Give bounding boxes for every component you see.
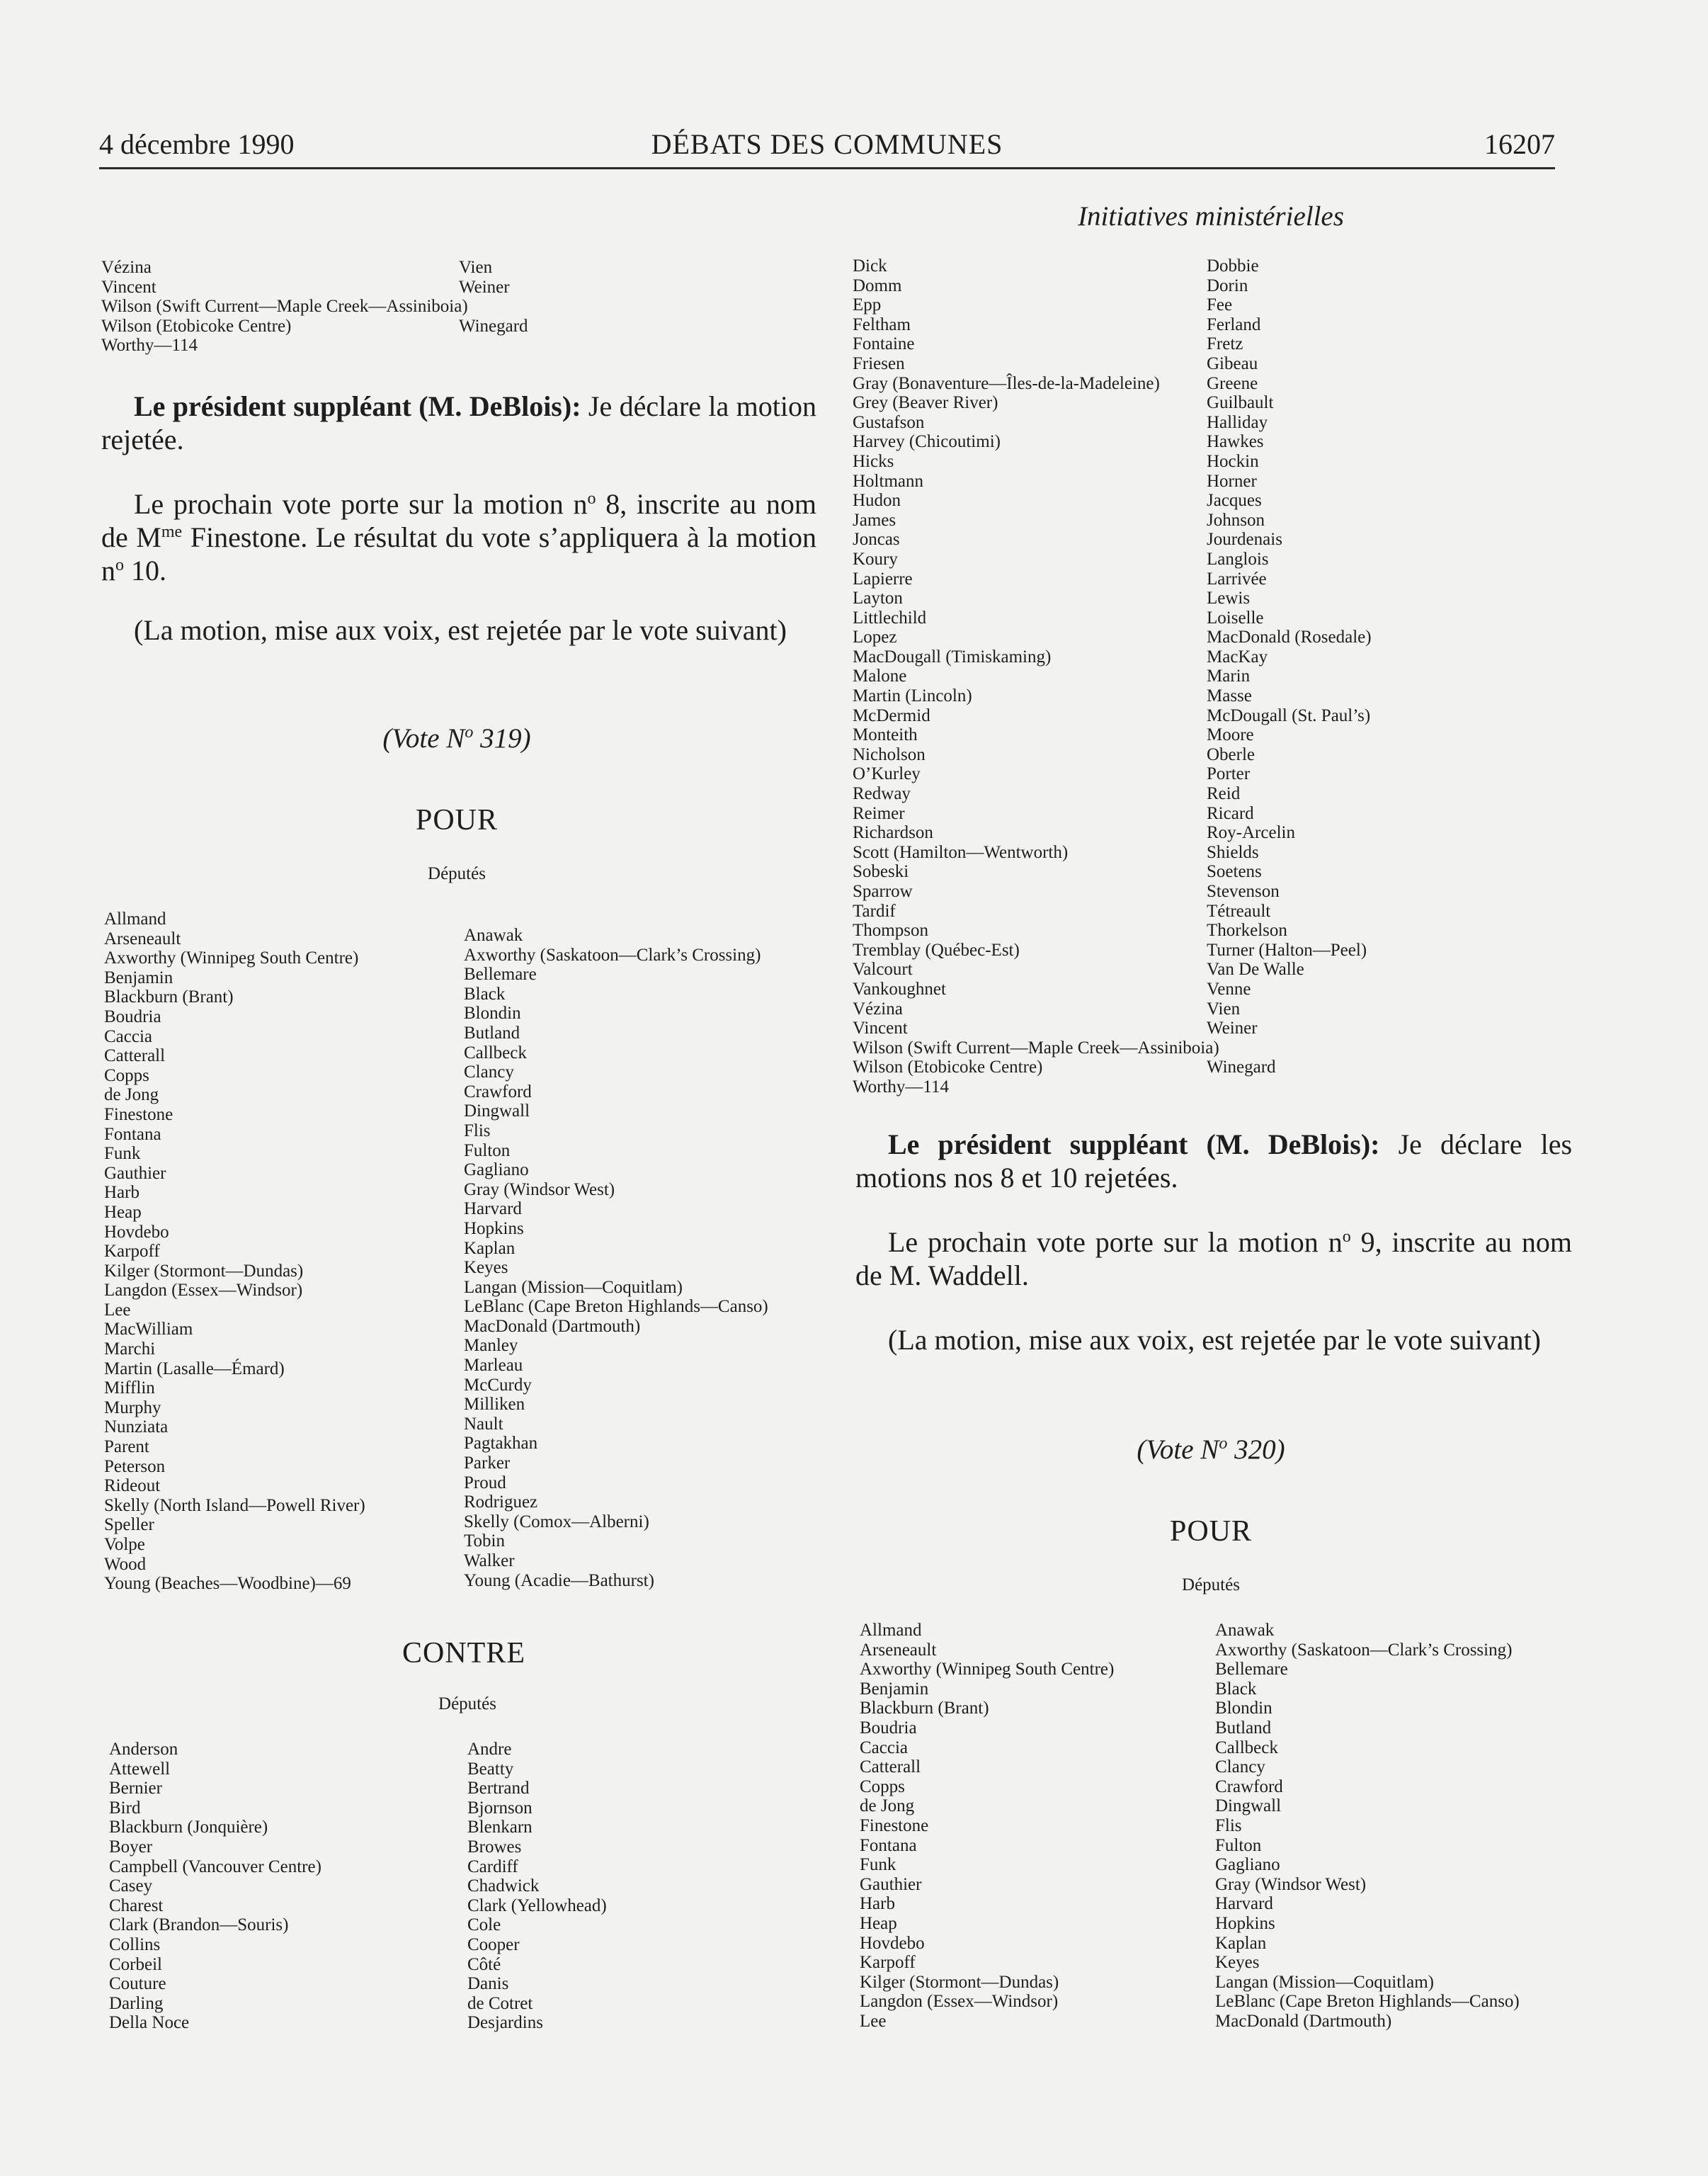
list-item: Keyes — [464, 1258, 508, 1278]
list-item: Tardif — [853, 901, 896, 921]
right-paragraph-speaker — [855, 1128, 1572, 1194]
list-item: Tétreault — [1207, 901, 1271, 921]
list-item: Halliday — [1207, 412, 1268, 432]
text-part: (Vote N — [382, 723, 465, 754]
list-item: Corbeil — [109, 1954, 162, 1974]
right-list-col1 — [853, 256, 1219, 1097]
list-item: MacDonald (Dartmouth) — [464, 1316, 641, 1336]
list-item: Proud — [464, 1473, 506, 1492]
list-item: McDougall (St. Paul’s) — [1207, 706, 1371, 725]
list-item: Grey (Beaver River) — [853, 393, 998, 413]
list-item: Hicks — [853, 451, 894, 471]
list-item: Ferland — [1207, 314, 1261, 334]
superscript: o — [1342, 1228, 1351, 1246]
list-item: Rodriguez — [464, 1492, 538, 1512]
speaker-name: Le président suppléant (M. DeBlois): — [888, 1128, 1380, 1160]
list-item: Volpe — [104, 1535, 145, 1554]
list-item: Langlois — [1207, 549, 1269, 569]
list-item: Worthy—114 — [101, 336, 198, 356]
list-item: Gauthier — [104, 1163, 166, 1183]
list-item: Bjornson — [467, 1798, 533, 1818]
list-item: Vincent — [853, 1019, 908, 1038]
list-item — [1207, 1038, 1372, 1058]
list-item: Dick — [853, 256, 887, 276]
list-item: Beatty — [467, 1759, 514, 1779]
right-list-col2 — [1207, 256, 1372, 1097]
list-item — [459, 297, 528, 317]
list-item: Dingwall — [1215, 1796, 1282, 1816]
list-item: Tremblay (Québec-Est) — [853, 940, 1020, 960]
superscript: o — [465, 723, 474, 742]
list-item: Vézina — [853, 999, 903, 1019]
list-item: Boyer — [109, 1837, 153, 1857]
right-paragraph-motion-result — [855, 1323, 1572, 1356]
list-item: Weiner — [459, 277, 510, 297]
list-item: Gray (Bonaventure—Îles-de-la-Madeleine) — [853, 373, 1160, 393]
list-item: Oberle — [1207, 744, 1256, 764]
list-item: Gagliano — [1215, 1855, 1280, 1875]
list-item: Epp — [853, 295, 882, 315]
list-item: Funk — [104, 1144, 141, 1164]
list-item: Mifflin — [104, 1378, 155, 1398]
list-item: Soetens — [1207, 862, 1262, 882]
section-label: Initiatives ministérielles — [1078, 201, 1344, 232]
list-item: Browes — [467, 1837, 522, 1857]
list-item: Hawkes — [1207, 432, 1264, 452]
list-item: Gray (Windsor West) — [1215, 1874, 1367, 1894]
list-item: Blackburn (Jonquière) — [109, 1818, 268, 1837]
list-item: Jacques — [1207, 491, 1262, 511]
list-item: Koury — [853, 549, 898, 569]
list-item: Marin — [1207, 667, 1251, 686]
list-item: Clark (Brandon—Souris) — [109, 1915, 289, 1935]
left-contre-list-col2 — [467, 1740, 607, 2033]
list-item: Desjardins — [467, 2013, 543, 2033]
text-part: 10. — [124, 555, 166, 586]
text-part: 319) — [473, 723, 531, 754]
list-item: Andre — [467, 1740, 512, 1759]
list-item: Flis — [1215, 1815, 1242, 1835]
list-item: Axworthy (Saskatoon—Clark’s Crossing) — [1215, 1640, 1513, 1660]
right-vote-number — [850, 1434, 1572, 1466]
list-item: Black — [464, 984, 506, 1004]
list-item: Peterson — [104, 1456, 166, 1476]
list-item: Catterall — [104, 1046, 166, 1066]
list-item: Butland — [464, 1023, 520, 1043]
list-item: Blondin — [1215, 1699, 1273, 1718]
list-item: Clancy — [464, 1062, 514, 1082]
list-item: Vien — [459, 258, 493, 277]
list-item: Callbeck — [1215, 1738, 1278, 1757]
speaker-text: Je déclare les motions nos 8 et 10 rejetées. — [855, 1128, 1573, 1194]
list-item: Redway — [853, 784, 911, 804]
list-item: Wilson (Etobicoke Centre) — [853, 1058, 1043, 1077]
list-item: Butland — [1215, 1718, 1272, 1738]
right-pour-deputes: Députés — [1182, 1575, 1240, 1594]
list-item: McCurdy — [464, 1375, 532, 1395]
list-item: Sobeski — [853, 862, 909, 882]
list-item: Jourdenais — [1207, 530, 1282, 550]
list-item: Fontana — [860, 1835, 917, 1855]
list-item: Dingwall — [464, 1101, 530, 1121]
list-item: Crawford — [1215, 1776, 1283, 1796]
list-item: O’Kurley — [853, 764, 921, 784]
list-item: Van De Walle — [1207, 960, 1304, 980]
left-pour-list-col1 — [104, 910, 365, 1594]
list-item: Reid — [1207, 784, 1241, 804]
list-item: Roy-Arcelin — [1207, 823, 1295, 843]
list-item: Richardson — [853, 823, 933, 843]
text-part: Finestone. Le résultat du vote s’appliquera à la motion n — [101, 521, 816, 586]
list-item: Feltham — [853, 314, 911, 334]
list-item: Charest — [109, 1896, 164, 1915]
list-item: Collins — [109, 1934, 161, 1954]
list-item: Harvard — [464, 1199, 522, 1219]
list-item: Parker — [464, 1454, 511, 1473]
list-item: Pagtakhan — [464, 1434, 538, 1454]
list-item: Young (Acadie—Bathurst) — [464, 1570, 654, 1590]
list-item: Moore — [1207, 725, 1254, 745]
list-item: Copps — [104, 1065, 149, 1085]
list-item: Arseneault — [104, 929, 181, 948]
list-item: Sparrow — [853, 882, 913, 901]
list-item: Lee — [104, 1300, 131, 1320]
list-item: Milliken — [464, 1395, 525, 1415]
list-item: Nicholson — [853, 744, 926, 764]
list-item: Cooper — [467, 1934, 520, 1954]
speaker-text: Je déclare la motion rejetée. — [101, 390, 816, 455]
list-item: Benjamin — [860, 1679, 929, 1699]
list-item: Ricard — [1207, 803, 1254, 823]
list-item: Bernier — [109, 1779, 162, 1798]
list-item: Attewell — [109, 1759, 171, 1779]
list-item: Malone — [853, 667, 907, 686]
text-part: 9, inscrite au nom de M. Waddell. — [855, 1226, 1572, 1291]
list-item: Tobin — [464, 1531, 505, 1551]
list-item: James — [853, 510, 896, 530]
list-item — [1207, 1077, 1372, 1097]
list-item: Finestone — [104, 1104, 173, 1124]
list-item: Arseneault — [860, 1640, 937, 1660]
list-item: Gray (Windsor West) — [464, 1179, 615, 1199]
list-item: Cole — [467, 1915, 501, 1935]
list-item: Heap — [104, 1202, 142, 1222]
left-contre-list-col1 — [109, 1740, 321, 2033]
list-item: LeBlanc (Cape Breton Highlands—Canso) — [464, 1297, 768, 1317]
list-item: Darling — [109, 1993, 164, 2013]
list-item: Parent — [104, 1437, 149, 1457]
list-item: Wilson (Etobicoke Centre) — [101, 316, 292, 336]
list-item: Rideout — [104, 1476, 161, 1496]
page-header — [99, 128, 1555, 169]
list-item: Porter — [1207, 764, 1251, 784]
list-item: Blackburn (Brant) — [104, 987, 234, 1007]
list-item: Dobbie — [1207, 256, 1259, 276]
list-item: Reimer — [853, 803, 905, 823]
list-item: Wilson (Swift Current—Maple Creek—Assiniboia) — [101, 297, 468, 317]
list-item: Kaplan — [1215, 1933, 1267, 1953]
list-item: Allmand — [860, 1621, 922, 1640]
list-item: Littlechild — [853, 608, 927, 628]
list-item: Joncas — [853, 530, 900, 550]
text-part: (La motion, mise aux voix, est rejetée par le vote suivant) — [134, 614, 787, 646]
list-item: Venne — [1207, 979, 1251, 999]
list-item: Anderson — [109, 1740, 178, 1759]
list-item: Axworthy (Winnipeg South Centre) — [860, 1660, 1115, 1679]
list-item: Friesen — [853, 353, 905, 373]
list-item: de Cotret — [467, 1993, 533, 2013]
list-item: Axworthy (Saskatoon—Clark’s Crossing) — [464, 945, 761, 965]
list-item: Côté — [467, 1954, 501, 1974]
list-item: Manley — [464, 1336, 518, 1356]
list-item: Black — [1215, 1679, 1257, 1699]
list-item: Fulton — [1215, 1835, 1262, 1855]
list-item: Catterall — [860, 1757, 921, 1777]
list-item: Marchi — [104, 1339, 156, 1359]
list-item: Martin (Lincoln) — [853, 686, 972, 706]
list-item: Chadwick — [467, 1876, 540, 1896]
list-item: Della Noce — [109, 2013, 190, 2033]
list-item: de Jong — [104, 1085, 159, 1105]
list-item: MacDougall (Timiskaming) — [853, 647, 1052, 667]
list-item: Speller — [104, 1515, 154, 1535]
list-item: Skelly (Comox—Alberni) — [464, 1512, 649, 1531]
list-item: Hopkins — [1215, 1913, 1275, 1933]
list-item: Shields — [1207, 842, 1259, 862]
list-item: Hopkins — [464, 1218, 524, 1238]
right-pour-list-col1 — [860, 1621, 1114, 2031]
superscript: o — [1219, 1434, 1228, 1453]
list-item — [459, 336, 528, 356]
text-part: 8, inscrite au nom de M — [101, 488, 817, 553]
list-item: Holtmann — [853, 471, 923, 491]
list-item: Harvard — [1215, 1894, 1273, 1914]
text-part: Le prochain vote porte sur la motion n — [134, 488, 588, 520]
list-item: Lopez — [853, 628, 897, 647]
list-item: Langan (Mission—Coquitlam) — [464, 1277, 683, 1297]
list-item: McDermid — [853, 706, 930, 725]
list-item: MacDonald (Dartmouth) — [1215, 2011, 1392, 2031]
list-item: Caccia — [104, 1026, 153, 1046]
left-carry-list-col1 — [101, 258, 468, 356]
list-item: Langdon (Essex—Windsor) — [860, 1992, 1059, 2012]
list-item: Vincent — [101, 277, 156, 297]
list-item: Winegard — [1207, 1058, 1276, 1077]
list-item: Bertrand — [467, 1779, 530, 1798]
list-item: Anawak — [464, 926, 523, 945]
left-vote-number — [99, 722, 814, 754]
list-item: Scott (Hamilton—Wentworth) — [853, 842, 1069, 862]
header-title: DÉBATS DES COMMUNES — [651, 128, 1003, 160]
list-item: Hudon — [853, 491, 901, 511]
list-item: Valcourt — [853, 960, 913, 980]
list-item: Fontana — [104, 1124, 161, 1144]
list-item: Fontaine — [853, 334, 915, 354]
left-carry-list-col2 — [459, 258, 528, 356]
list-item: Hockin — [1207, 451, 1259, 471]
list-item: Martin (Lasalle—Émard) — [104, 1359, 285, 1378]
list-item: Vien — [1207, 999, 1241, 1019]
list-item: Turner (Halton—Peel) — [1207, 940, 1367, 960]
list-item: Gibeau — [1207, 353, 1258, 373]
list-item: de Jong — [860, 1796, 915, 1816]
right-pour-heading: POUR — [1169, 1515, 1253, 1548]
left-paragraph-speaker — [101, 390, 816, 456]
list-item: Couture — [109, 1974, 166, 1994]
text-part: (Vote N — [1137, 1434, 1219, 1465]
left-paragraph-next-vote — [101, 487, 816, 587]
left-paragraph-motion-result — [101, 613, 816, 647]
list-item: Fee — [1207, 295, 1233, 315]
left-pour-deputes: Députés — [428, 864, 486, 883]
list-item: Gagliano — [464, 1160, 529, 1180]
list-item: Wilson (Swift Current—Maple Creek—Assiniboia) — [853, 1038, 1219, 1058]
list-item: Callbeck — [464, 1043, 527, 1062]
list-item: MacKay — [1207, 647, 1268, 667]
list-item: Cardiff — [467, 1857, 518, 1876]
list-item: Clark (Yellowhead) — [467, 1896, 607, 1915]
list-item: Winegard — [459, 316, 528, 336]
list-item: Karpoff — [860, 1953, 916, 1973]
list-item: Langan (Mission—Coquitlam) — [1215, 1972, 1434, 1992]
list-item: Guilbault — [1207, 393, 1274, 413]
list-item: Crawford — [464, 1082, 532, 1101]
list-item: Copps — [860, 1776, 905, 1796]
list-item: Bird — [109, 1798, 141, 1818]
list-item: Keyes — [1215, 1953, 1260, 1973]
list-item: Blenkarn — [467, 1818, 533, 1837]
list-item: MacDonald (Rosedale) — [1207, 628, 1372, 647]
list-item: Finestone — [860, 1815, 929, 1835]
superscript: o — [115, 556, 124, 574]
list-item: Blackburn (Brant) — [860, 1699, 989, 1718]
list-item: Lewis — [1207, 589, 1251, 608]
list-item: Casey — [109, 1876, 153, 1896]
list-item: Hovdebo — [104, 1222, 169, 1242]
list-item: Heap — [860, 1913, 897, 1933]
list-item: Nault — [464, 1414, 503, 1434]
list-item: Lapierre — [853, 569, 913, 589]
list-item: Nunziata — [104, 1417, 169, 1437]
list-item: Hovdebo — [860, 1933, 925, 1953]
list-item: Worthy—114 — [853, 1077, 949, 1096]
text-part: (La motion, mise aux voix, est rejetée par le vote suivant) — [888, 1324, 1541, 1356]
left-pour-list-col2 — [464, 926, 768, 1590]
header-page-number: 16207 — [1484, 128, 1555, 160]
list-item: Anawak — [1215, 1621, 1275, 1640]
list-item: Axworthy (Winnipeg South Centre) — [104, 948, 359, 968]
list-item: Bellemare — [1215, 1660, 1288, 1679]
list-item: Horner — [1207, 471, 1257, 491]
list-item: Skelly (North Island—Powell River) — [104, 1495, 365, 1515]
list-item: Loiselle — [1207, 608, 1264, 628]
list-item: Fretz — [1207, 334, 1243, 354]
speaker-name: Le président suppléant (M. DeBlois): — [134, 390, 581, 422]
list-item: Gauthier — [860, 1874, 922, 1894]
list-item: Caccia — [860, 1738, 909, 1757]
list-item: Wood — [104, 1554, 147, 1574]
list-item: Young (Beaches—Woodbine)—69 — [104, 1574, 351, 1594]
list-item: Funk — [860, 1855, 896, 1875]
list-item: Danis — [467, 1974, 509, 1994]
list-item: Flis — [464, 1121, 491, 1140]
list-item: Johnson — [1207, 510, 1265, 530]
list-item: Langdon (Essex—Windsor) — [104, 1281, 303, 1300]
list-item: Boudria — [860, 1718, 917, 1738]
list-item: Walker — [464, 1551, 515, 1570]
right-pour-list-col2 — [1215, 1621, 1520, 2031]
list-item: LeBlanc (Cape Breton Highlands—Canso) — [1215, 1992, 1520, 2012]
list-item: Gustafson — [853, 412, 925, 432]
list-item: Vankoughnet — [853, 979, 946, 999]
list-item: Domm — [853, 276, 902, 295]
list-item: Kilger (Stormont—Dundas) — [860, 1972, 1059, 1992]
list-item: Karpoff — [104, 1242, 160, 1262]
list-item: Greene — [1207, 373, 1258, 393]
text-part: Le prochain vote porte sur la motion n — [888, 1226, 1343, 1258]
list-item: Vézina — [101, 258, 152, 277]
list-item: Dorin — [1207, 276, 1248, 295]
list-item: Weiner — [1207, 1019, 1258, 1038]
list-item: Marleau — [464, 1356, 523, 1376]
left-contre-deputes: Députés — [438, 1694, 496, 1713]
list-item: Monteith — [853, 725, 918, 745]
list-item: Harb — [860, 1894, 895, 1914]
list-item: Kilger (Stormont—Dundas) — [104, 1261, 304, 1281]
list-item: Kaplan — [464, 1238, 516, 1258]
list-item: Layton — [853, 589, 903, 608]
list-item: Fulton — [464, 1140, 511, 1160]
list-item: Stevenson — [1207, 882, 1280, 901]
list-item: Harvey (Chicoutimi) — [853, 432, 1001, 452]
list-item: Larrivée — [1207, 569, 1267, 589]
list-item: Thorkelson — [1207, 921, 1287, 941]
header-date: 4 décembre 1990 — [99, 128, 295, 160]
left-contre-heading: CONTRE — [402, 1637, 525, 1670]
list-item: Murphy — [104, 1398, 161, 1417]
list-item: Masse — [1207, 686, 1252, 706]
list-item: Lee — [860, 2011, 887, 2031]
list-item: Allmand — [104, 910, 166, 929]
list-item: Bellemare — [464, 965, 537, 985]
list-item: Campbell (Vancouver Centre) — [109, 1857, 321, 1876]
superscript: me — [161, 523, 183, 541]
right-paragraph-next-vote — [855, 1225, 1572, 1292]
superscript: o — [587, 489, 596, 508]
list-item: MacWilliam — [104, 1320, 193, 1339]
list-item: Blondin — [464, 1004, 521, 1024]
list-item: Clancy — [1215, 1757, 1265, 1777]
list-item: Benjamin — [104, 968, 173, 987]
list-item: Thompson — [853, 921, 928, 941]
list-item: Harb — [104, 1183, 140, 1203]
left-pour-heading: POUR — [415, 804, 499, 837]
text-part: 320) — [1227, 1434, 1285, 1465]
list-item: Boudria — [104, 1007, 161, 1026]
